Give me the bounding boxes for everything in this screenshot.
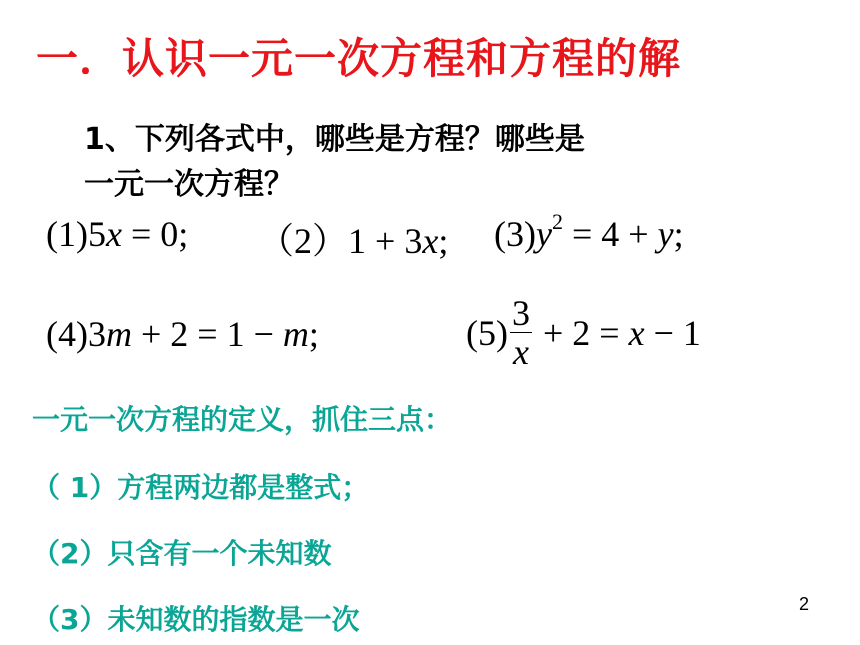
equation-4-label: (4) xyxy=(46,314,88,354)
equation-5 xyxy=(466,294,701,371)
equation-4-var2: m xyxy=(282,314,309,354)
equation-5-rest: + 2 = xyxy=(533,312,629,353)
equation-5-label: (5) xyxy=(466,312,508,353)
equation-5-denominator: x xyxy=(512,332,529,372)
equation-1-label: (1) xyxy=(46,214,88,254)
equation-2-coef: 1 + 3 xyxy=(348,221,423,261)
equation-3-exponent: 2 xyxy=(551,209,563,234)
question-line-2: 一元一次方程？ xyxy=(84,167,294,202)
equation-3-rest: = 4 + xyxy=(562,214,658,254)
equation-5-var2: x xyxy=(628,312,645,353)
equation-4-rest: + 2 = 1 − xyxy=(131,314,283,354)
equation-1-var: x xyxy=(105,214,122,254)
equation-4-var: m xyxy=(105,314,132,354)
equation-2-label: （2） xyxy=(258,221,349,261)
equation-1 xyxy=(46,213,188,255)
equation-5-fraction xyxy=(510,294,532,371)
equation-3-var: y xyxy=(535,214,552,254)
definition-point-2: （2）只含有一个未知数 xyxy=(32,537,332,570)
slide-title: 一．认识一元一次方程和方程的解 xyxy=(36,34,682,83)
page-number: 2 xyxy=(799,594,810,614)
equation-1-rest: = 0; xyxy=(121,214,189,254)
definition-point-1: （ 1）方程两边都是整式； xyxy=(32,471,370,504)
equation-2-rest: ; xyxy=(438,221,449,261)
equation-5-numerator: 3 xyxy=(511,293,530,333)
equation-2 xyxy=(258,213,448,264)
definition-heading: 一元一次方程的定义，抓住三点： xyxy=(32,403,453,436)
equation-5-tail: − 1 xyxy=(644,312,701,353)
definition-point-3: （3）未知数的指数是一次 xyxy=(32,603,360,636)
equation-4-coef: 3 xyxy=(87,314,106,354)
equation-4-tail: ; xyxy=(308,314,319,354)
equation-3-label: (3) xyxy=(494,214,536,254)
equation-3-var2: y xyxy=(657,214,674,254)
question-line-1: 1、下列各式中，哪些是方程？哪些是 xyxy=(84,122,585,157)
equation-3 xyxy=(494,209,684,255)
equation-3-tail: ; xyxy=(673,214,684,254)
equation-4 xyxy=(46,313,319,355)
equation-2-var: x xyxy=(422,221,439,261)
equation-1-coef: 5 xyxy=(87,214,106,254)
